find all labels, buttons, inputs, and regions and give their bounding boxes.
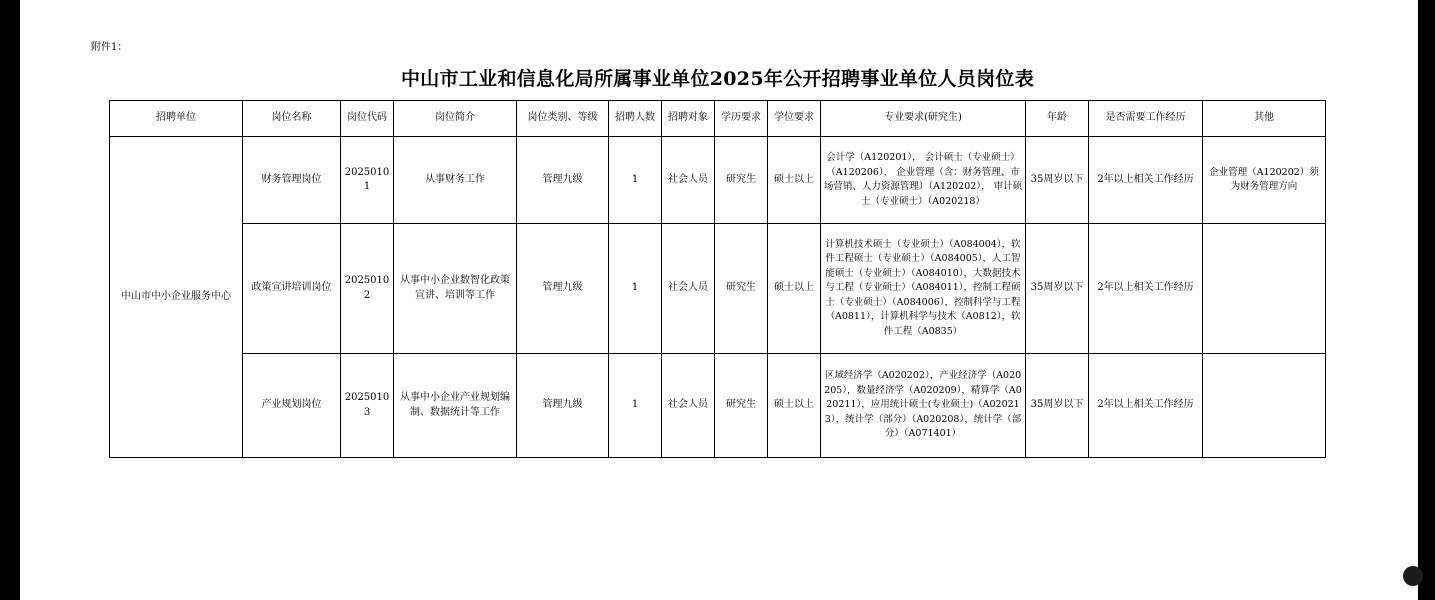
header-code: 岗位代码 bbox=[341, 101, 394, 137]
cell-brief: 从事中小企业数智化政策宣讲、培训等工作 bbox=[394, 224, 517, 354]
cell-position: 政策宣讲培训岗位 bbox=[243, 224, 341, 354]
header-brief: 岗位简介 bbox=[394, 101, 517, 137]
cell-age: 35周岁以下 bbox=[1026, 354, 1089, 458]
cell-category: 管理九级 bbox=[517, 137, 609, 224]
cell-target: 社会人员 bbox=[662, 137, 715, 224]
table-row bbox=[110, 354, 1326, 458]
cell-major: 会计学（A120201）， 会计硕士（专业硕士）（A120206）， 企业管理（含：财务管理、市场营销、人力资源管理）（A120202）， 审计硕士（专业硕士）（A020218） bbox=[821, 137, 1026, 224]
cell-count: 1 bbox=[609, 137, 662, 224]
header-experience: 是否需要工作经历 bbox=[1089, 101, 1203, 137]
table-header-row bbox=[110, 101, 1326, 137]
cell-count: 1 bbox=[609, 224, 662, 354]
cell-position: 产业规划岗位 bbox=[243, 354, 341, 458]
header-count: 招聘人数 bbox=[609, 101, 662, 137]
header-education: 学历要求 bbox=[715, 101, 768, 137]
header-unit: 招聘单位 bbox=[110, 101, 243, 137]
header-position: 岗位名称 bbox=[243, 101, 341, 137]
scroll-indicator[interactable] bbox=[1403, 566, 1423, 586]
cell-other bbox=[1203, 224, 1326, 354]
attachment-label: 附件1： bbox=[91, 42, 128, 53]
document-title: 中山市工业和信息化局所属事业单位2025年公开招聘事业单位人员岗位表 bbox=[400, 68, 1035, 90]
cell-target: 社会人员 bbox=[662, 224, 715, 354]
cell-major: 计算机技术硕士（专业硕士）（A084004），软件工程硕士（专业硕士）（A084005），人工智能硕士（专业硕士）（A084010），大数据技术与工程（专业硕士）（A084011），控制工程硕士（专业硕士）（A084006），控制科学与工程（A0811），计算机科学与技术（A0812），软件工程（A0835） bbox=[821, 224, 1026, 354]
cell-degree: 硕士以上 bbox=[768, 224, 821, 354]
recruitment-position-table bbox=[109, 100, 1326, 458]
cell-age: 35周岁以下 bbox=[1026, 137, 1089, 224]
cell-experience: 2年以上相关工作经历 bbox=[1089, 137, 1203, 224]
cell-major: 区域经济学（A020202），产业经济学（A020205），数量经济学（A020209），精算学（A020211），应用统计硕士(专业硕士)（A020213），统计学（部分）（A020208），统计学（部分）（A071401） bbox=[821, 354, 1026, 458]
cell-degree: 硕士以上 bbox=[768, 137, 821, 224]
cell-education: 研究生 bbox=[715, 137, 768, 224]
cell-brief: 从事财务工作 bbox=[394, 137, 517, 224]
header-category: 岗位类别、等级 bbox=[517, 101, 609, 137]
header-degree: 学位要求 bbox=[768, 101, 821, 137]
cell-experience: 2年以上相关工作经历 bbox=[1089, 224, 1203, 354]
cell-degree: 硕士以上 bbox=[768, 354, 821, 458]
cell-category: 管理九级 bbox=[517, 354, 609, 458]
cell-experience: 2年以上相关工作经历 bbox=[1089, 354, 1203, 458]
cell-category: 管理九级 bbox=[517, 224, 609, 354]
cell-code: 20250102 bbox=[341, 224, 394, 354]
cell-other: 企业管理（A120202）须为财务管理方向 bbox=[1203, 137, 1326, 224]
header-other: 其他 bbox=[1203, 101, 1326, 137]
cell-code: 20250103 bbox=[341, 354, 394, 458]
cell-unit: 中山市中小企业服务中心 bbox=[110, 137, 243, 458]
table-row bbox=[110, 137, 1326, 224]
cell-education: 研究生 bbox=[715, 354, 768, 458]
cell-other bbox=[1203, 354, 1326, 458]
cell-age: 35周岁以下 bbox=[1026, 224, 1089, 354]
header-target: 招聘对象 bbox=[662, 101, 715, 137]
header-age: 年龄 bbox=[1026, 101, 1089, 137]
table-row bbox=[110, 224, 1326, 354]
cell-target: 社会人员 bbox=[662, 354, 715, 458]
cell-code: 20250101 bbox=[341, 137, 394, 224]
cell-brief: 从事中小企业产业规划编制、数据统计等工作 bbox=[394, 354, 517, 458]
cell-position: 财务管理岗位 bbox=[243, 137, 341, 224]
cell-education: 研究生 bbox=[715, 224, 768, 354]
header-major: 专业要求(研究生) bbox=[821, 101, 1026, 137]
cell-count: 1 bbox=[609, 354, 662, 458]
